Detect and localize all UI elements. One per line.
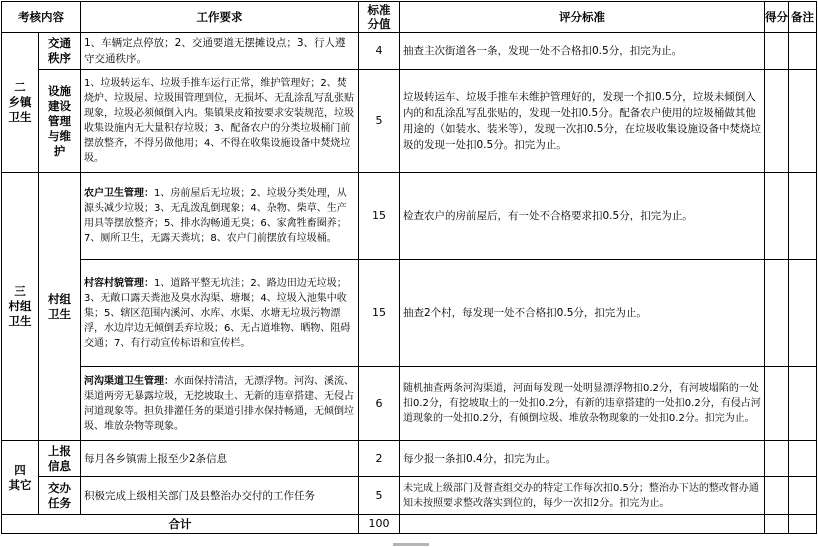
- total-standard-cell: [400, 515, 765, 534]
- note-cell: [789, 260, 817, 367]
- standard-text: 抽查2个村，每发现一处不合格扣0.5分，扣完为止。: [400, 260, 765, 367]
- score-cell: [765, 441, 789, 477]
- table-row: [2, 33, 817, 70]
- requirement-text: [81, 367, 359, 441]
- standard-text: 每少报一条扣0.4分，扣完为止。: [400, 441, 765, 477]
- sub-label-village: 村组 卫生: [39, 173, 81, 441]
- group-label-other: 四 其它: [2, 441, 39, 515]
- note-cell: [789, 441, 817, 477]
- requirement-label: 农户卫生管理：: [84, 188, 154, 199]
- total-note-cell: [789, 515, 817, 534]
- header-standard: 评分标准: [400, 2, 765, 33]
- table-row: [2, 260, 817, 367]
- header-points: 标准 分值: [359, 2, 400, 33]
- sub-label-report: 上报 信息: [39, 441, 81, 477]
- requirement-text: [81, 260, 359, 367]
- standard-text: 未完成上级部门及督查组交办的特定工作每次扣0.5分；整治办下达的整改督办通知未按照要求整改落实到位的，每少一次扣2分。扣完为止。: [400, 477, 765, 515]
- sub-label-facilities: 设施 建设 管理 与维 护: [39, 70, 81, 173]
- total-label: 合计: [2, 515, 359, 534]
- points-value: 2: [359, 441, 400, 477]
- points-value: 15: [359, 260, 400, 367]
- assessment-table: [1, 1, 817, 534]
- table-row: [2, 367, 817, 441]
- score-cell: [765, 477, 789, 515]
- header-row: [2, 2, 817, 33]
- note-cell: [789, 477, 817, 515]
- score-cell: [765, 260, 789, 367]
- header-score: 得分: [765, 2, 789, 33]
- total-row: [2, 515, 817, 534]
- requirement-text: 1、垃圾转运车、垃圾手推车运行正常，维护管理好；2、焚烧炉、垃圾屋、垃圾围管理到位，无损坏、无乱涂乱写乱张贴现象，垃圾必须倾倒入内。集镇果皮箱按要求安装规范，垃圾收集设施内无大量积存垃圾；3、配备农户的分类垃圾桶门前摆放整齐，不得另做他用；4、不得在收集设施设备中焚烧垃圾。: [81, 70, 359, 173]
- requirement-body: 1、道路平整无坑洼；2、路边田边无垃圾；3、无敞口露天粪池及臭水沟渠、塘堰；4、垃圾入池集中收集；5、辖区范围内溪河、水库、水渠、水塘无垃圾污物漂浮，水边岸边无倾倒丢弃垃圾；6、无占道堆物、晒物、阻碍交通；7、有行动宣传标语和宣传栏。: [84, 277, 351, 349]
- note-cell: [789, 173, 817, 260]
- total-score-cell: [765, 515, 789, 534]
- table-row: [2, 173, 817, 260]
- points-value: 4: [359, 33, 400, 70]
- total-points: 100: [359, 515, 400, 534]
- note-cell: [789, 367, 817, 441]
- score-cell: [765, 367, 789, 441]
- table-row: [2, 441, 817, 477]
- requirement-body: 1、房前屋后无垃圾；2、垃圾分类处理，从源头减少垃圾；3、无乱泼乱倒现象；4、杂物、柴草、生产用具等摆放整齐；5、排水沟畅通无臭；6、家禽牲畜圈养；7、厕所卫生，无露天粪坑；8、农户门前摆放有垃圾桶。: [84, 188, 347, 244]
- requirement-text: [81, 173, 359, 260]
- requirement-label: 村容村貌管理：: [84, 277, 154, 289]
- header-note: 备注: [789, 2, 817, 33]
- table-row: [2, 477, 817, 515]
- note-cell: [789, 33, 817, 70]
- points-value: 5: [359, 477, 400, 515]
- requirement-body: 水面保持清洁，无漂浮物。河沟、溪流、渠道两旁无暴露垃圾，无挖坡取土、无新的违章搭建、无侵占河道现象等。担负排灌任务的渠道引排水保持畅通，无倾倒垃圾、堆放杂物等现象。: [84, 375, 354, 432]
- sub-label-traffic: 交通 秩序: [39, 33, 81, 70]
- standard-text: 垃圾转运车、垃圾手推车未维护管理好的，发现一个扣0.5分，垃圾未倾倒入内的和乱涂乱写乱张贴的，发现一处扣0.5分。配备农户使用的垃圾桶做其他用途的（如装水、装米等），发现一次扣0.5分，在垃圾收集设施设备中焚烧垃圾的发现一处扣0.5分。扣完为止。: [400, 70, 765, 173]
- score-cell: [765, 33, 789, 70]
- group-label-town: 二 乡镇 卫生: [2, 33, 39, 173]
- points-value: 15: [359, 173, 400, 260]
- note-cell: [789, 70, 817, 173]
- score-cell: [765, 70, 789, 173]
- standard-text: 检查农户的房前屋后，有一处不合格要求扣0.5分，扣完为止。: [400, 173, 765, 260]
- header-item: 考核内容: [2, 2, 81, 33]
- standard-text: 随机抽查两条河沟渠道，河面每发现一处明显漂浮物扣0.2分，有河坡塌陷的一处扣0.2分，有挖坡取土的一处扣0.2分，有新的违章搭建的一处扣0.2分，有侵占河道现象的一处扣0.2分，有倾倒垃圾、堆放杂物现象的一处扣0.2分。扣完为止。: [400, 367, 765, 441]
- score-cell: [765, 173, 789, 260]
- requirement-text: 1、车辆定点停放；2、交通要道无摆摊设点；3、行人遵守交通秩序。: [81, 33, 359, 70]
- group-label-village: 三 村组 卫生: [2, 173, 39, 441]
- points-value: 5: [359, 70, 400, 173]
- standard-text: 抽查主次街道各一条，发现一处不合格扣0.5分，扣完为止。: [400, 33, 765, 70]
- requirement-label: 河沟渠道卫生管理：: [84, 375, 174, 387]
- table-row: [2, 70, 817, 173]
- sub-label-tasks: 交办 任务: [39, 477, 81, 515]
- requirement-text: 积极完成上级相关部门及县整治办交付的工作任务: [81, 477, 359, 515]
- header-requirement: 工作要求: [81, 2, 359, 33]
- scroll-indicator[interactable]: [393, 543, 429, 546]
- points-value: 6: [359, 367, 400, 441]
- requirement-text: 每月各乡镇需上报至少2条信息: [81, 441, 359, 477]
